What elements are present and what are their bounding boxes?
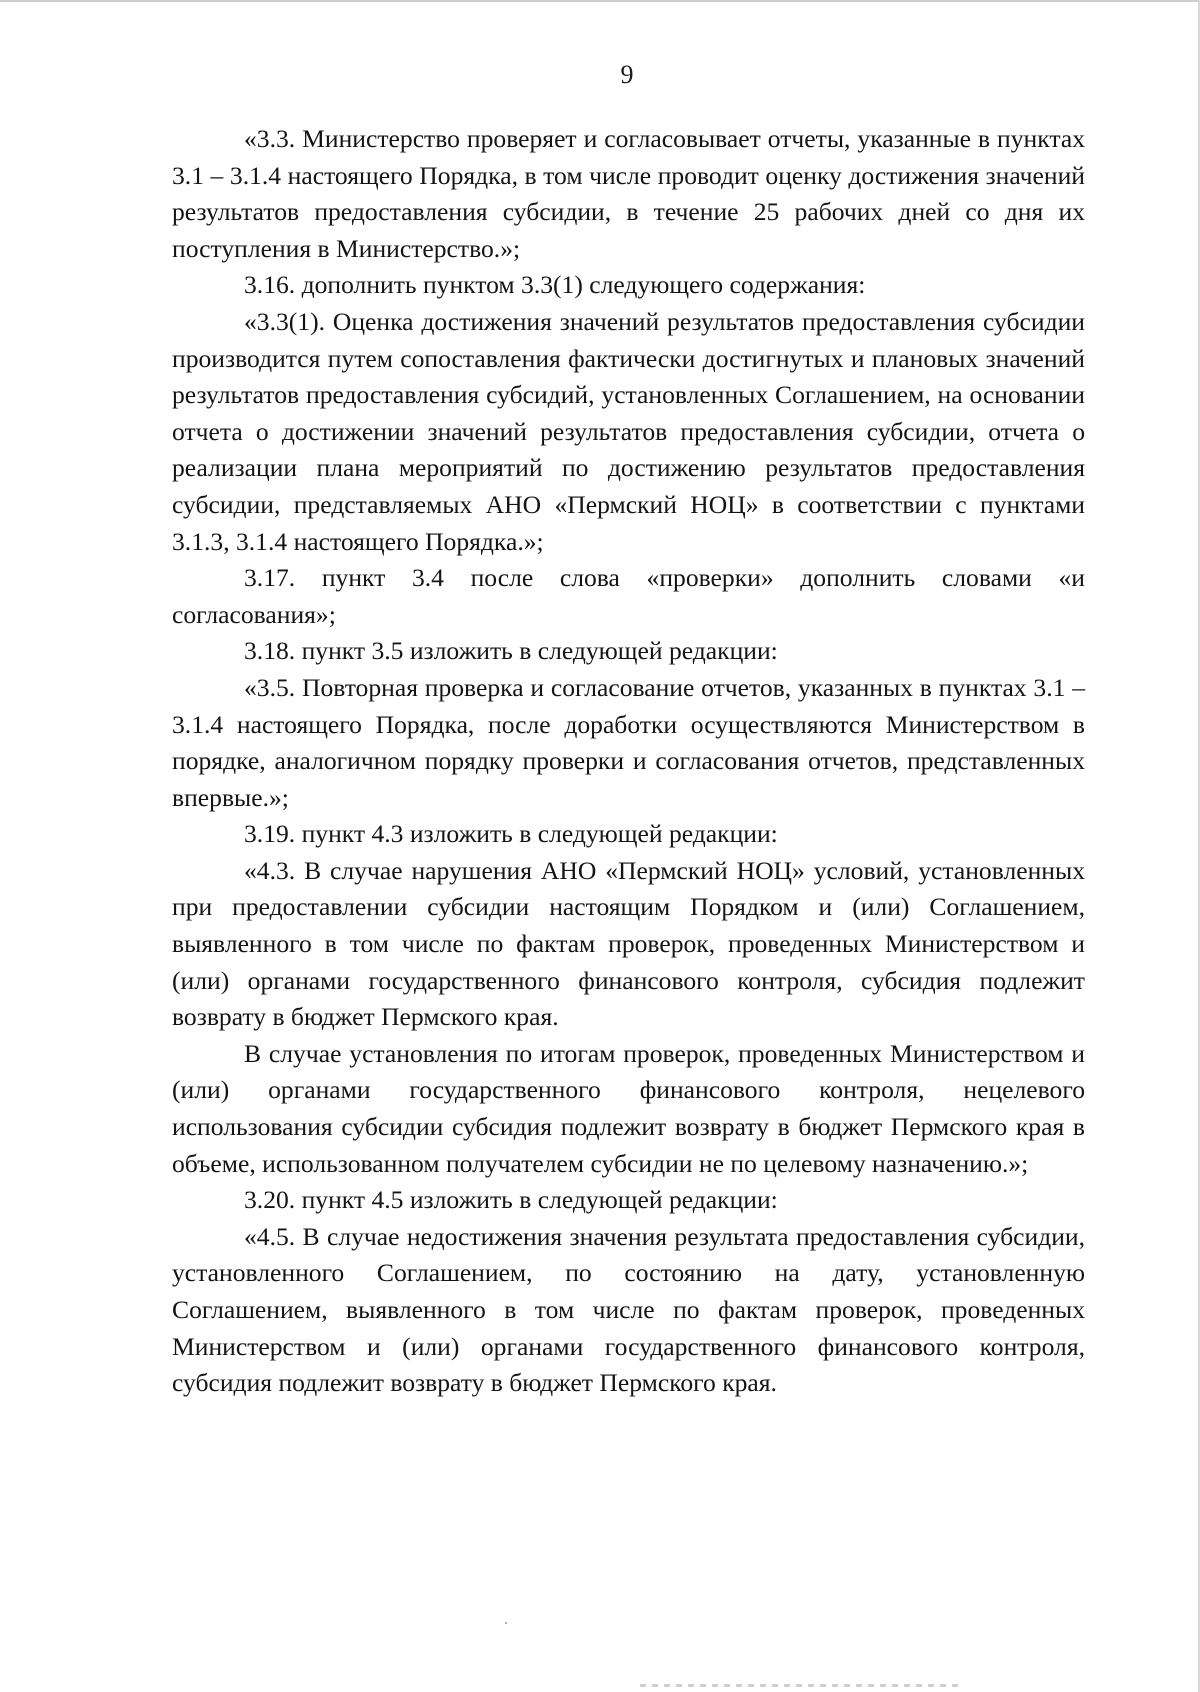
paragraph-3-3: «3.3. Министерство проверяет и согласовывает отчеты, указанные в пунктах 3.1 – 3.1.4 настоящего Порядка, в том числе проводит оценку достижения значений результатов предоставления субсидии, в течение 25 рабочих дней со дня их поступления в Министерство.»; — [172, 124, 1085, 263]
paragraph-3-3-1: «3.3(1). Оценка достижения значений результатов предоставления субсидии производится путем сопоставления фактически достигнутых и плановых значений результатов предоставления субсидий, установленных Соглашением, на основании отчета о достижении значений результатов предоставления субсидии, отчета о реализации плана мероприятий по достижению результатов предоставления субсидии, представляемых АНО «Пермский НОЦ» в соответствии с пунктами 3.1.3, 3.1.4 настоящего Порядка.»; — [172, 306, 1085, 556]
scan-edge-top — [0, 0, 1200, 2]
paragraph-4-3-continued: В случае установления по итогам проверок, проведенных Министерством и (или) органами государственного финансового контроля, нецелевого использования субсидии субсидия подлежит возврату в бюджет Пермского края в объеме, использованном получателем субсидии не по целевому назначению.»; — [172, 1038, 1085, 1178]
paragraph-3-16: 3.16. дополнить пунктом 3.3(1) следующего содержания: — [244, 270, 866, 300]
page-number: 9 — [620, 60, 634, 89]
scan-speck — [505, 1622, 507, 1624]
paragraph-3-17: 3.17. пункт 3.4 после слова «проверки» дополнить словами «и согласования»; — [172, 563, 1085, 629]
scan-artifact-dots — [640, 1684, 960, 1687]
paragraph-4-3: «4.3. В случае нарушения АНО «Пермский НОЦ» условий, установленных при предоставлении субсидии настоящим Порядком и (или) Соглашением, выявленного в том числе по фактам проверок, проведенных Министерством и (или) органами государственного финансового контроля, субсидия подлежит возврату в бюджет Пермского края. — [172, 855, 1085, 1032]
paragraph-3-19: 3.19. пункт 4.3 изложить в следующей редакции: — [244, 819, 778, 849]
paragraph-3-20: 3.20. пункт 4.5 изложить в следующей редакции: — [244, 1185, 778, 1215]
document-body — [172, 121, 1085, 1402]
paragraph-4-5: «4.5. В случае недостижения значения результата предоставления субсидии, установленного Соглашением, по состоянию на дату, установленную Соглашением, выявленного в том числе по фактам проверок, проведенных Министерством и (или) органами государственного финансового контроля, субсидия подлежит возврату в бюджет Пермского края. — [172, 1221, 1085, 1398]
paragraph-3-18: 3.18. пункт 3.5 изложить в следующей редакции: — [244, 636, 778, 666]
paragraph-3-5: «3.5. Повторная проверка и согласование отчетов, указанных в пунктах 3.1 – 3.1.4 настоящего Порядка, после доработки осуществляются Министерством в порядке, аналогичном порядку проверки и согласования отчетов, представленных впервые.»; — [172, 672, 1085, 812]
